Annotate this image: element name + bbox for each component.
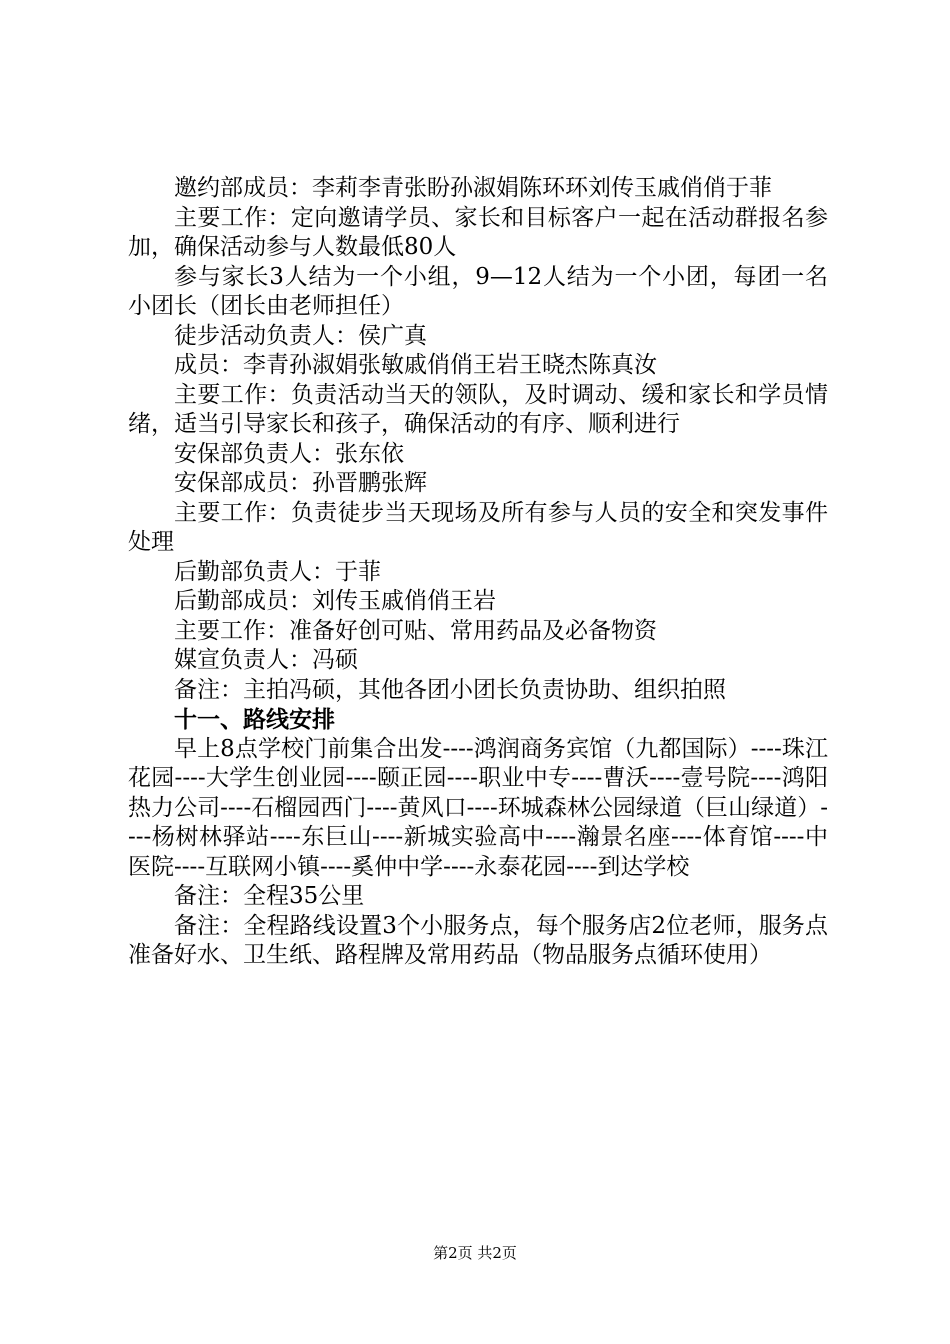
route-paragraph: 早上8点学校门前集合出发----鸿润商务宾馆（九都国际）----珠江花园----大学生创业园----颐正园----职业中专----曹沃----壹号院----鸿阳热力公司----石榴园西门----黄风口----环城森林公园绿道（巨山绿道）----杨树林驿站----东巨山----新城实验高中----瀚景名座----体育馆----中医院----互联网小镇----奚仲中学----永泰花园----到达学校 xyxy=(128,735,828,880)
paragraph: 成员：李青孙淑娟张敏戚俏俏王岩王晓杰陈真汝 xyxy=(174,352,657,378)
paragraph: 参与家长3人结为一个小组，9—12人结为一个小团，每团一名小团长（团长由老师担任） xyxy=(128,263,828,319)
paragraph: 主要工作：负责活动当天的领队，及时调动、缓和家长和学员情绪，适当引导家长和孩子，确保活动的有序、顺利进行 xyxy=(128,381,828,437)
page-footer: 第2页 共2页 xyxy=(433,1244,517,1262)
paragraph: 后勤部负责人：于菲 xyxy=(174,558,381,585)
paragraph: 主要工作：准备好创可贴、常用药品及必备物资 xyxy=(174,617,657,644)
paragraph: 后勤部成员：刘传玉戚俏俏王岩 xyxy=(174,588,496,614)
section-heading: 十一、路线安排 xyxy=(174,706,335,733)
paragraph: 主要工作：负责徒步当天现场及所有参与人员的安全和突发事件处理 xyxy=(128,499,828,555)
paragraph: 徒步活动负责人：侯广真 xyxy=(174,322,427,349)
paragraph: 主要工作：定向邀请学员、家长和目标客户一起在活动群报名参加，确保活动参与人数最低80人 xyxy=(128,204,828,260)
paragraph: 安保部成员：孙晋鹏张辉 xyxy=(174,470,427,496)
route-note: 备注：全程路线设置3个小服务点，每个服务店2位老师，服务点准备好水、卫生纸、路程牌及常用药品（物品服务点循环使用） xyxy=(128,912,828,968)
route-note: 备注：全程35公里 xyxy=(174,883,365,909)
paragraph: 备注：主拍冯硕，其他各团小团长负责协助、组织拍照 xyxy=(174,676,726,703)
paragraph: 媒宣负责人：冯硕 xyxy=(174,647,358,673)
paragraph: 邀约部成员：李莉李青张盼孙淑娟陈环环刘传玉戚俏俏于菲 xyxy=(174,175,772,201)
paragraph: 安保部负责人：张东依 xyxy=(174,440,404,467)
document-body xyxy=(128,174,828,971)
